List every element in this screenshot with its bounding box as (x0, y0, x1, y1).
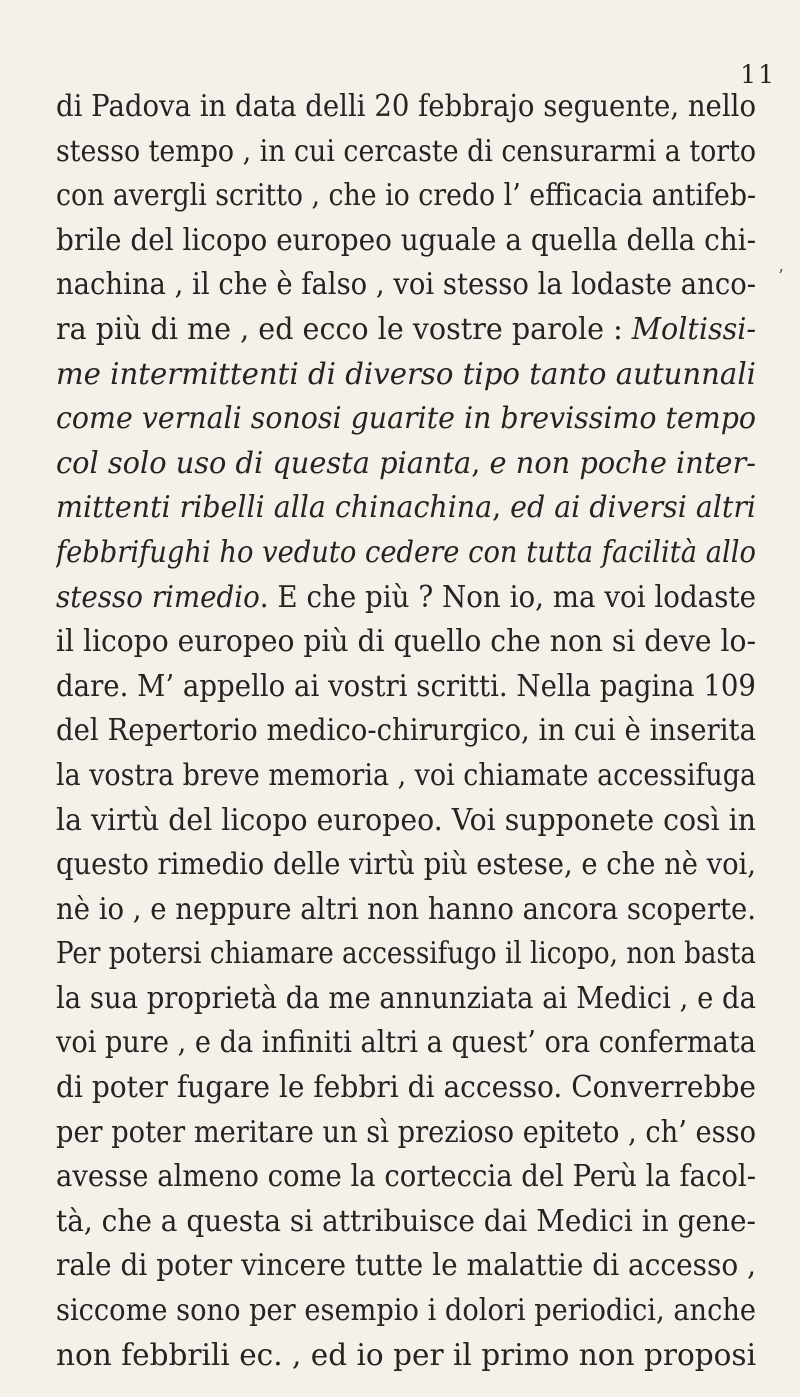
text-segment: di poter fugare le febbri di accesso. Converrebbe (56, 1070, 756, 1106)
text-segment: . E che più ? Non io, ma voi lodaste (259, 579, 756, 615)
text-line (56, 486, 756, 531)
text-line (56, 665, 756, 710)
italic-text-segment: col solo uso di questa pianta (56, 445, 472, 481)
text-line (56, 219, 756, 264)
text-line (56, 754, 756, 799)
italic-text-segment: febbrifughi ho veduto cedere con tutta facilità allo (56, 534, 756, 570)
text-segment: , (471, 445, 490, 481)
text-segment: la vostra breve memoria , voi chiamate accessifuga (56, 757, 756, 793)
italic-text-segment: mittenti ribelli alla chinachina (56, 490, 493, 526)
text-line (56, 1334, 756, 1379)
page-number: 11 (740, 60, 776, 89)
italic-text-segment: e non poche inter- (489, 445, 756, 481)
italic-text-segment: come vernali sonosi guarite in brevissimo tempo (56, 401, 756, 437)
text-segment: questo rimedio delle virtù più estese, e che nè voi, (56, 847, 756, 883)
text-line (56, 263, 756, 308)
text-segment: rale di poter vincere tutte le malattie di accesso , (56, 1248, 756, 1284)
text-segment: avesse almeno come la corteccia del Perù la facol- (56, 1159, 756, 1195)
text-segment: il licopo europeo più di quello che non si deve lo- (56, 624, 756, 660)
italic-text-segment: ed ai diversi altri (510, 490, 756, 526)
text-line (56, 576, 756, 621)
text-segment: voi pure , e da infiniti altri a quest’ ora confermata (56, 1025, 756, 1061)
italic-text-segment: Moltissi- (631, 311, 756, 347)
text-segment: dare. M’ appello ai vostri scritti. Nella pagina 109 (56, 668, 756, 704)
text-line (56, 709, 756, 754)
text-segment: nè io , e neppure altri non hanno ancora scoperte. (56, 891, 756, 927)
text-line (56, 130, 756, 175)
text-line (56, 932, 756, 977)
text-line (56, 1155, 756, 1200)
text-line (56, 442, 756, 487)
text-segment: del Repertorio medico-chirurgico, in cui è inserita (56, 713, 756, 749)
text-line (56, 620, 756, 665)
text-line (56, 843, 756, 888)
text-line (56, 1111, 756, 1156)
text-line (56, 1200, 756, 1245)
text-line (56, 174, 756, 219)
text-segment: con avergli scritto , che io credo l’ efficacia antifeb- (56, 178, 756, 214)
text-line (56, 1021, 756, 1066)
text-segment: la virtù del licopo europeo. Voi supponete così in (56, 802, 756, 838)
text-segment: siccome sono per esempio i dolori periodici, anche (56, 1293, 756, 1329)
text-segment: Per potersi chiamare accessifugo il licopo, non basta (56, 936, 756, 972)
text-line (56, 353, 756, 398)
body-text (56, 85, 756, 1378)
text-line (56, 977, 756, 1022)
text-line (56, 1289, 756, 1334)
text-segment: nachina , il che è falso , voi stesso la lodaste anco- (56, 267, 756, 303)
text-segment: la sua proprietà da me annunziata ai Medici , e da (56, 980, 756, 1016)
text-line (56, 531, 756, 576)
text-line (56, 308, 756, 353)
text-segment: ra più di me , ed ecco le vostre parole : (56, 311, 632, 347)
text-segment: stesso tempo , in cui cercaste di censurarmi a torto (56, 133, 756, 169)
text-segment: brile del licopo europeo uguale a quella della chi- (56, 222, 756, 258)
italic-text-segment: me intermittenti di diverso tipo tanto autunnali (56, 356, 756, 392)
text-line (56, 1244, 756, 1289)
text-segment: , (492, 490, 511, 526)
margin-mark: ’ (778, 266, 784, 287)
text-line (56, 799, 756, 844)
text-segment: non febbrili ec. , ed io per il primo non proposi (56, 1337, 756, 1373)
text-segment: per poter meritare un sì prezioso epiteto , ch’ esso (56, 1114, 756, 1150)
text-line (56, 397, 756, 442)
text-line (56, 85, 756, 130)
text-line (56, 888, 756, 933)
text-segment: di Padova in data delli 20 febbrajo seguente, nello (56, 89, 756, 124)
italic-text-segment: stesso rimedio (56, 579, 260, 615)
text-line (56, 1066, 756, 1111)
text-segment: tà, che a questa si attribuisce dai Medici in gene- (56, 1203, 756, 1239)
